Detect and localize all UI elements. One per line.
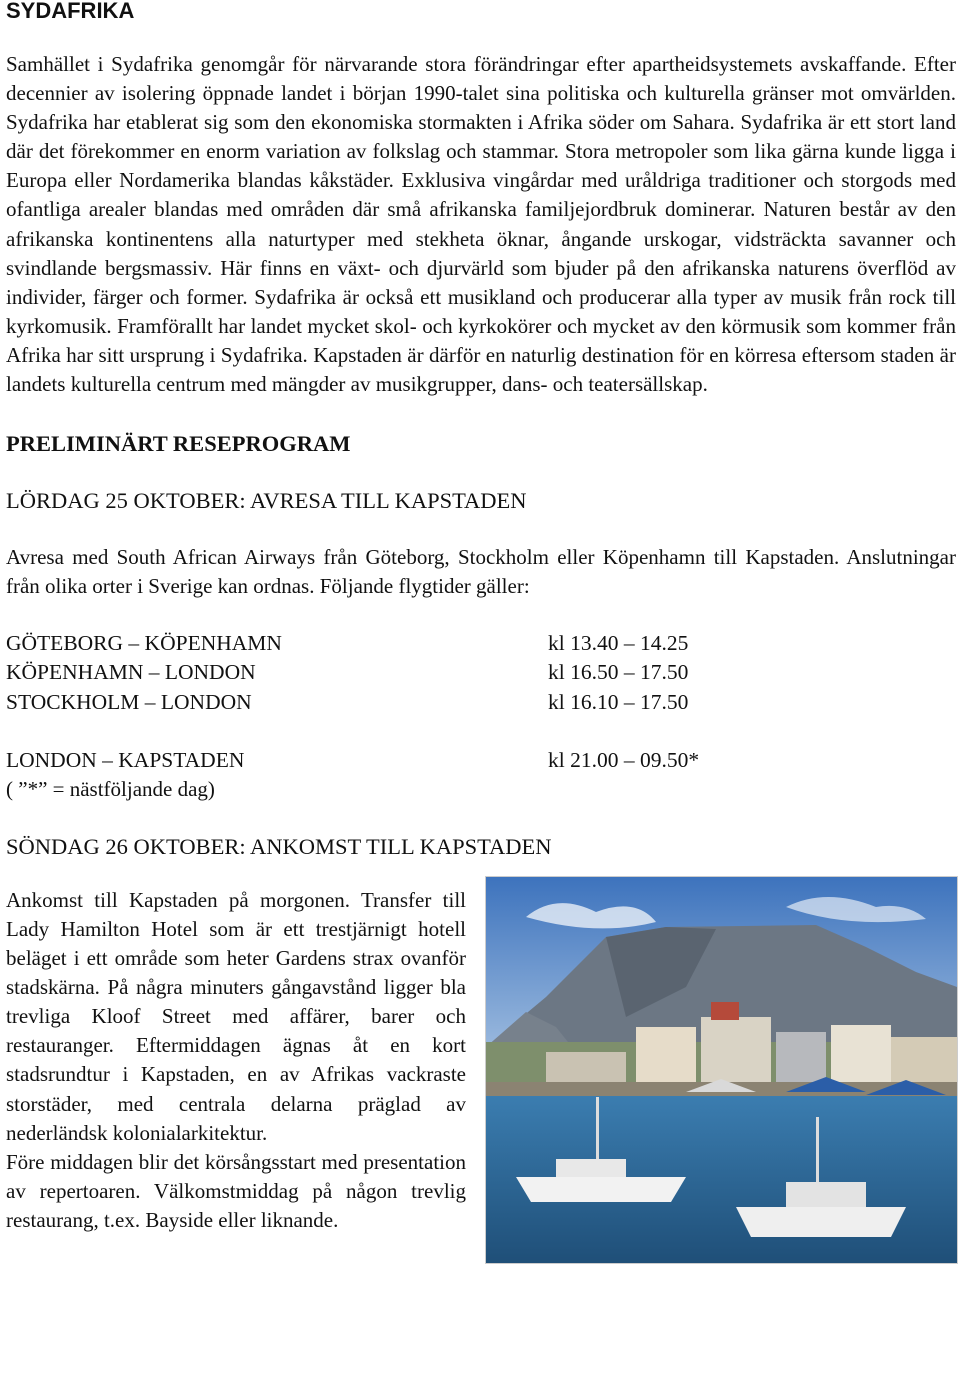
flight-row — [6, 629, 956, 658]
flight-row — [6, 746, 956, 775]
day2-paragraph-1: Ankomst till Kapstaden på morgonen. Transfer till Lady Hamilton Hotel som är ett trestjärnigt hotell beläget i ett område som heter Gardens strax ovanför stadskärna. På några minuters gångavstånd ligger bla trevliga Kloof Street med affärer, barer och restauranger. Eftermiddagen ägnas åt en kort stadsrundtur i Kapstaden, en av Afrikas vackraste storstäder, med centrala delarna präglad av nederländsk kolonialarkitektur. — [6, 887, 466, 1145]
flight-time: kl 21.00 – 09.50* — [548, 747, 700, 772]
day2-heading: SÖNDAG 26 OKTOBER: ANKOMST TILL KAPSTADEN — [6, 833, 552, 859]
flight-row — [6, 688, 956, 717]
intro-paragraph: Samhället i Sydafrika genomgår för närvarande stora förändringar efter apartheidsystemets avskaffande. Efter decennier av isolering öppnade landet i början 1990-talet sina politiska och kulturella gränser mot omvärlden. Sydafrika har etablerat sig som den ekonomiska stormakten i Afrika söder om Sahara. Sydafrika är ett stort land där det förekommer en enorm variation av folkslag och stammar. Stora metropoler som lika gärna kunde ligga i Europa eller Nordamerika blandas kåkstäder. Exklusiva vingårdar med uråldriga traditioner och storgods med ofantliga arealer blandas med områden där små afrikanska familjejordbruk dominerar. Naturen består av den afrikanska kontinentens alla naturtyper med stekheta öknar, ångande urskogar, vidsträckta savanner och svindlande bergsmassiv. Här finns en växt- och djurvärld som bjuder på den afrikanska naturens överflöd av individer, färger och former. Sydafrika är också ett musikland och producerar alla typer av musik från rock till kyrkomusik. Framförallt har landet mycket skol- och kyrkokörer och mycket av den körmusik som kommer från Afrika har sitt ursprung i Sydafrika. Kapstaden är därför en naturlig destination för en körresa eftersom staden är landets kulturella centrum med mängder av musikgrupper, dans- och teatersällskap. — [6, 52, 956, 397]
harbour-photo — [485, 876, 958, 1264]
day2-section — [6, 886, 956, 1235]
flight-route: LONDON – KAPSTADEN — [6, 747, 245, 772]
document-title: SYDAFRIKA — [6, 0, 135, 23]
flight-route: KÖPENHAMN – LONDON — [6, 660, 256, 685]
flight-time: kl 13.40 – 14.25 — [548, 631, 689, 656]
flight-row — [6, 658, 956, 687]
day1-heading: LÖRDAG 25 OKTOBER: AVRESA TILL KAPSTADEN — [6, 488, 527, 514]
day2-paragraph-2: Före middagen blir det körsångsstart med presentation av repertoaren. Välkomstmiddag på någon trevlig restaurang, t.ex. Bayside eller liknande. — [6, 1149, 466, 1232]
flight-route: GÖTEBORG – KÖPENHAMN — [6, 631, 282, 656]
flight-route: STOCKHOLM – LONDON — [6, 689, 252, 714]
flight-footnote: ( ”*” = nästföljande dag) — [6, 776, 215, 801]
flight-schedule — [6, 629, 956, 804]
flight-gap — [6, 717, 956, 746]
document — [6, 0, 956, 1235]
flight-time: kl 16.10 – 17.50 — [548, 689, 689, 714]
flight-time: kl 16.50 – 17.50 — [548, 660, 689, 685]
program-heading: PRELIMINÄRT RESEPROGRAM — [6, 431, 351, 457]
day1-paragraph: Avresa med South African Airways från Göteborg, Stockholm eller Köpenhamn till Kapstaden. Anslutningar från olika orter i Sverige kan ordnas. Följande flygtider gäller: — [6, 545, 956, 599]
